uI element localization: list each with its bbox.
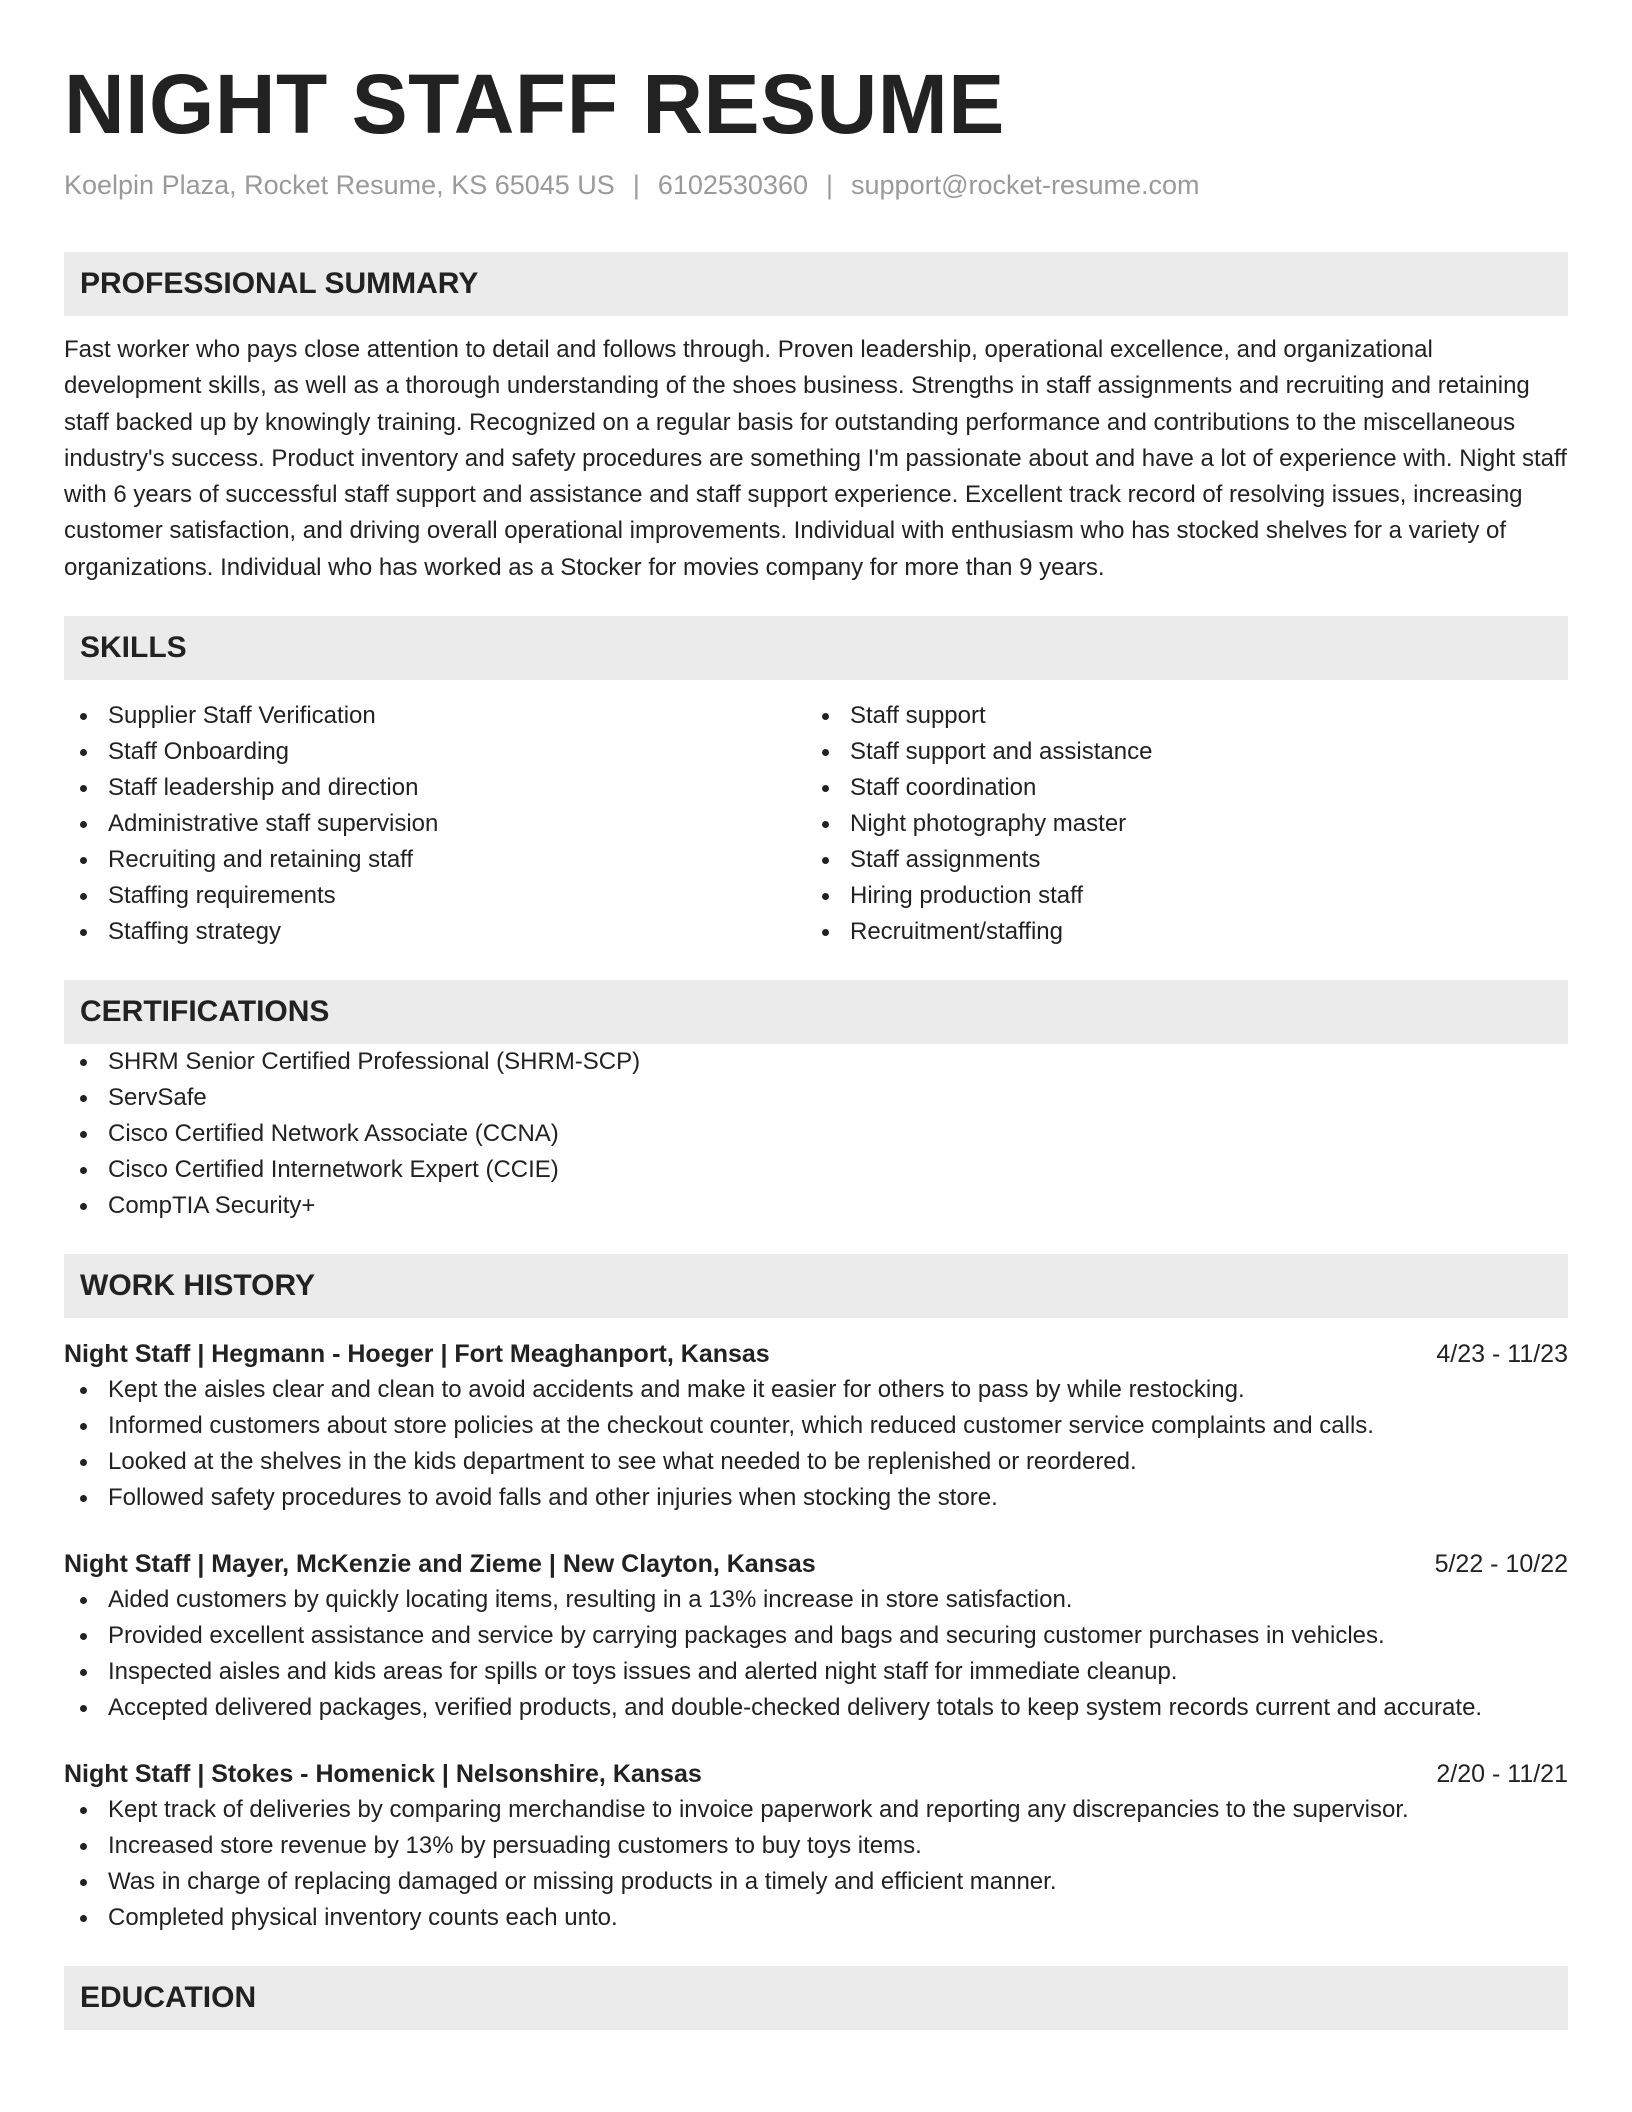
section-header-skills: SKILLS [64, 616, 1568, 680]
job-entry [64, 1336, 1568, 1516]
job-dates: 2/20 - 11/21 [1436, 1760, 1568, 1789]
skill-item: Staff support [806, 698, 1548, 734]
skills-column-left [64, 698, 806, 950]
job-bullets [64, 1792, 1568, 1936]
job-header [64, 1336, 1568, 1372]
skill-item: Staff Onboarding [64, 734, 806, 770]
contact-phone: 6102530360 [657, 170, 808, 200]
certifications-list [64, 1044, 1568, 1224]
contact-email: support@rocket-resume.com [851, 170, 1200, 200]
skills-list-left [64, 698, 806, 950]
certification-item: SHRM Senior Certified Professional (SHRM-SCP) [64, 1044, 1568, 1080]
skill-item: Administrative staff supervision [64, 806, 806, 842]
contact-separator: | [826, 170, 834, 200]
section-header-education: EDUCATION [64, 1966, 1568, 2030]
job-title: Night Staff | Mayer, McKenzie and Zieme | New Clayton, Kansas [64, 1550, 816, 1579]
skill-item: Recruitment/staffing [806, 914, 1548, 950]
skills-column-right [806, 698, 1548, 950]
skill-item: Night photography master [806, 806, 1548, 842]
section-header-work-history: WORK HISTORY [64, 1254, 1568, 1318]
summary-text: Fast worker who pays close attention to detail and follows through. Proven leadership, operational excellence, and organizational development skills, as well as a thorough understanding of the shoes business. Strengths in staff assignments and recruiting and retaining staff backed up by knowingly training. Recognized on a regular basis for outstanding performance and contributions to the miscellaneous industry's success. Product inventory and safety procedures are something I'm passionate about and have a lot of experience with. Night staff with 6 years of successful staff support and assistance and staff support experience. Excellent track record of resolving issues, increasing customer satisfaction, and driving overall operational improvements. Individual with enthusiasm who has stocked shelves for a variety of organizations. Individual who has worked as a Stocker for movies company for more than 9 years. [64, 336, 1567, 581]
job-header [64, 1756, 1568, 1792]
certification-item: Cisco Certified Internetwork Expert (CCIE) [64, 1152, 1568, 1188]
job-bullet: Informed customers about store policies at the checkout counter, which reduced customer service complaints and calls. [64, 1408, 1568, 1444]
contact-separator: | [632, 170, 640, 200]
job-entry [64, 1546, 1568, 1726]
skill-item: Staff leadership and direction [64, 770, 806, 806]
skill-item: Recruiting and retaining staff [64, 842, 806, 878]
job-dates: 5/22 - 10/22 [1434, 1550, 1568, 1579]
skill-item: Hiring production staff [806, 878, 1548, 914]
job-bullet: Looked at the shelves in the kids department to see what needed to be replenished or reordered. [64, 1444, 1568, 1480]
section-header-summary: PROFESSIONAL SUMMARY [64, 252, 1568, 316]
job-bullets [64, 1372, 1568, 1516]
skill-item: Staff support and assistance [806, 734, 1548, 770]
resume-title: NIGHT STAFF RESUME [64, 57, 1005, 151]
job-bullet: Accepted delivered packages, verified products, and double-checked delivery totals to keep system records current and accurate. [64, 1690, 1568, 1726]
job-bullet: Increased store revenue by 13% by persuading customers to buy toys items. [64, 1828, 1568, 1864]
section-header-certifications: CERTIFICATIONS [64, 980, 1568, 1044]
contact-line [64, 168, 1568, 202]
resume-page [64, 0, 1568, 2030]
job-bullet: Kept the aisles clear and clean to avoid accidents and make it easier for others to pass by while restocking. [64, 1372, 1568, 1408]
certification-item: ServSafe [64, 1080, 1568, 1116]
contact-address: Koelpin Plaza, Rocket Resume, KS 65045 US [64, 170, 615, 200]
job-bullet: Was in charge of replacing damaged or missing products in a timely and efficient manner. [64, 1864, 1568, 1900]
job-bullet: Inspected aisles and kids areas for spills or toys issues and alerted night staff for immediate cleanup. [64, 1654, 1568, 1690]
job-bullet: Followed safety procedures to avoid falls and other injuries when stocking the store. [64, 1480, 1568, 1516]
skill-item: Staffing requirements [64, 878, 806, 914]
skills-columns [64, 698, 1568, 950]
skill-item: Staff assignments [806, 842, 1548, 878]
job-title: Night Staff | Hegmann - Hoeger | Fort Meaghanport, Kansas [64, 1340, 770, 1369]
job-bullet: Completed physical inventory counts each unto. [64, 1900, 1568, 1936]
job-header [64, 1546, 1568, 1582]
skills-list-right [806, 698, 1548, 950]
job-bullets [64, 1582, 1568, 1726]
certification-item: CompTIA Security+ [64, 1188, 1568, 1224]
job-dates: 4/23 - 11/23 [1436, 1340, 1568, 1369]
job-bullet: Provided excellent assistance and service by carrying packages and bags and securing customer purchases in vehicles. [64, 1618, 1568, 1654]
job-bullet: Kept track of deliveries by comparing merchandise to invoice paperwork and reporting any discrepancies to the supervisor. [64, 1792, 1568, 1828]
certification-item: Cisco Certified Network Associate (CCNA) [64, 1116, 1568, 1152]
job-bullet: Aided customers by quickly locating items, resulting in a 13% increase in store satisfaction. [64, 1582, 1568, 1618]
skill-item: Supplier Staff Verification [64, 698, 806, 734]
job-entry [64, 1756, 1568, 1936]
job-title: Night Staff | Stokes - Homenick | Nelsonshire, Kansas [64, 1760, 702, 1789]
skill-item: Staffing strategy [64, 914, 806, 950]
skill-item: Staff coordination [806, 770, 1548, 806]
